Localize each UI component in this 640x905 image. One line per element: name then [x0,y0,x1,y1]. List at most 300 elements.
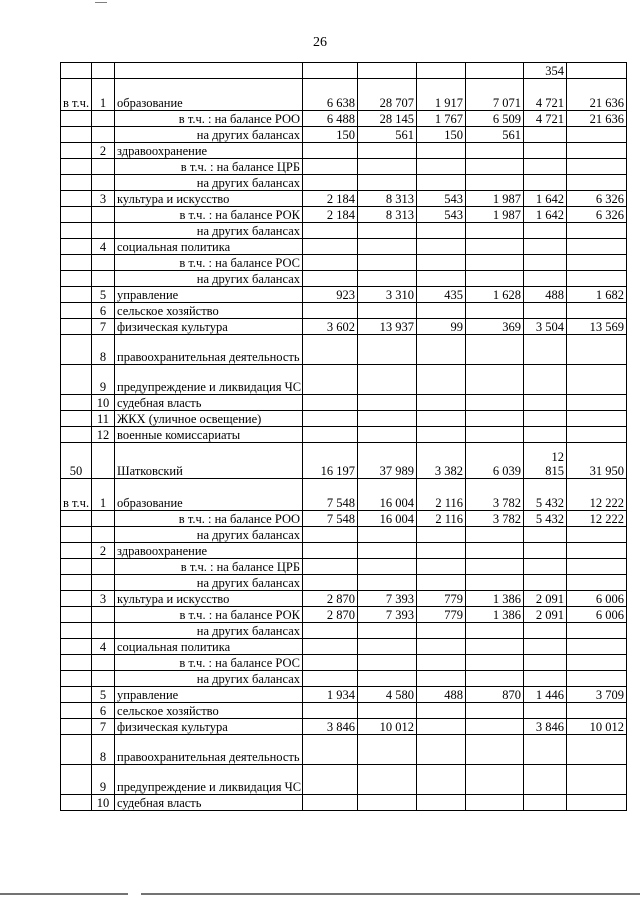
row-label-cell: в т.ч. : на балансе ЦРБ [115,159,303,175]
value-cell: 6 638 [303,79,358,111]
value-cell [358,365,417,395]
value-cell: 7 548 [303,479,358,511]
value-cell [466,239,524,255]
value-cell [417,795,466,811]
row-group-cell [61,175,92,191]
value-cell [358,671,417,687]
value-cell: 7 393 [358,607,417,623]
value-cell [303,671,358,687]
value-cell: 1 446 [524,687,567,703]
row-number-cell: 9 [92,765,115,795]
value-cell [358,655,417,671]
row-label-cell: правоохранительная деятельность [115,335,303,365]
value-cell: 488 [524,287,567,303]
row-group-cell [61,719,92,735]
value-cell: 779 [417,591,466,607]
value-cell [567,795,627,811]
table-row [61,575,627,591]
value-cell: 2 116 [417,511,466,527]
value-cell [303,159,358,175]
value-cell [567,735,627,765]
value-cell [358,159,417,175]
value-cell [524,623,567,639]
value-cell [524,655,567,671]
value-cell: 435 [417,287,466,303]
value-cell [466,623,524,639]
value-cell [524,335,567,365]
value-cell [358,303,417,319]
row-number-cell: 8 [92,735,115,765]
row-label-cell: на других балансах [115,175,303,191]
row-label-cell: в т.ч. : на балансе РОК [115,207,303,223]
value-cell [417,395,466,411]
value-cell [417,575,466,591]
row-group-cell [61,255,92,271]
value-cell [303,335,358,365]
table-row [61,671,627,687]
row-number-cell [92,255,115,271]
value-cell [358,795,417,811]
value-cell: 7 071 [466,79,524,111]
value-cell [466,365,524,395]
table-row [61,207,627,223]
row-label-cell: предупреждение и ликвидация ЧС [115,365,303,395]
value-cell [466,271,524,287]
value-cell: 6 039 [466,443,524,479]
value-cell: 1 682 [567,287,627,303]
value-cell [358,543,417,559]
row-group-cell [61,127,92,143]
value-cell [466,395,524,411]
row-label-cell: физическая культура [115,319,303,335]
row-label-cell: образование [115,479,303,511]
row-number-cell: 3 [92,591,115,607]
value-cell [567,271,627,287]
row-number-cell: 6 [92,303,115,319]
row-label-cell: судебная власть [115,795,303,811]
row-group-cell [61,395,92,411]
value-cell: 1 987 [466,191,524,207]
row-group-cell [61,795,92,811]
value-cell [524,795,567,811]
value-cell: 870 [466,687,524,703]
row-group-cell [61,411,92,427]
row-number-cell [92,223,115,239]
value-cell [417,255,466,271]
value-cell [567,143,627,159]
value-cell [567,175,627,191]
value-cell: 5 432 [524,511,567,527]
value-cell [303,395,358,411]
table-row [61,159,627,175]
table-row [61,127,627,143]
row-group-cell [61,575,92,591]
value-cell [524,303,567,319]
value-cell: 2 116 [417,479,466,511]
row-group-cell [61,591,92,607]
value-cell [417,765,466,795]
value-cell [303,239,358,255]
value-cell [567,303,627,319]
row-number-cell: 10 [92,395,115,411]
row-number-cell: 6 [92,703,115,719]
row-number-cell [92,111,115,127]
value-cell [466,655,524,671]
table-row [61,79,627,111]
value-cell [358,223,417,239]
value-cell: 6 006 [567,607,627,623]
value-cell: 1 767 [417,111,466,127]
value-cell [358,703,417,719]
value-cell [303,143,358,159]
row-group-cell: 50 [61,443,92,479]
value-cell [567,365,627,395]
row-number-cell: 5 [92,687,115,703]
row-number-cell [92,607,115,623]
value-cell [466,335,524,365]
value-cell: 13 569 [567,319,627,335]
row-number-cell: 2 [92,543,115,559]
value-cell [466,143,524,159]
row-group-cell [61,303,92,319]
table-row [61,623,627,639]
row-group-cell [61,287,92,303]
value-cell [466,735,524,765]
row-number-cell: 3 [92,191,115,207]
table-row [61,703,627,719]
row-group-cell [61,159,92,175]
row-group-cell [61,271,92,287]
value-cell [303,795,358,811]
value-cell: 3 709 [567,687,627,703]
row-number-cell [92,623,115,639]
value-cell: 1 642 [524,191,567,207]
row-label-cell: в т.ч. : на балансе РОС [115,655,303,671]
table-row [61,319,627,335]
table-row [61,63,627,79]
value-cell [417,671,466,687]
value-cell [417,159,466,175]
value-cell [303,365,358,395]
value-cell [417,335,466,365]
value-cell: 28 707 [358,79,417,111]
value-cell [358,63,417,79]
value-cell [303,255,358,271]
row-label-cell: в т.ч. : на балансе РОС [115,255,303,271]
value-cell: 3 846 [524,719,567,735]
row-label-cell: на других балансах [115,527,303,543]
row-group-cell [61,639,92,655]
value-cell: 3 602 [303,319,358,335]
row-label-cell: предупреждение и ликвидация ЧС [115,765,303,795]
value-cell: 10 012 [567,719,627,735]
table-row [61,591,627,607]
value-cell [567,127,627,143]
value-cell [358,255,417,271]
table-row [61,255,627,271]
value-cell: 3 782 [466,511,524,527]
value-cell: 2 870 [303,591,358,607]
row-label-cell: на других балансах [115,575,303,591]
value-cell [303,175,358,191]
value-cell [524,395,567,411]
value-cell [567,703,627,719]
value-cell [466,427,524,443]
value-cell: 6 509 [466,111,524,127]
value-cell [466,411,524,427]
value-cell [358,527,417,543]
value-cell [417,239,466,255]
value-cell [524,703,567,719]
row-label-cell [115,63,303,79]
value-cell [524,527,567,543]
value-cell [524,427,567,443]
value-cell [303,527,358,543]
value-cell [466,175,524,191]
row-label-cell: военные комиссариаты [115,427,303,443]
row-number-cell: 4 [92,639,115,655]
value-cell [303,63,358,79]
value-cell: 4 721 [524,111,567,127]
row-group-cell [61,239,92,255]
value-cell: 2 091 [524,607,567,623]
row-label-cell: социальная политика [115,239,303,255]
row-label-cell: в т.ч. : на балансе ЦРБ [115,559,303,575]
row-label-cell: управление [115,287,303,303]
table-row [61,765,627,795]
row-group-cell [61,143,92,159]
value-cell [567,395,627,411]
value-cell: 8 313 [358,207,417,223]
value-cell: 10 012 [358,719,417,735]
row-group-cell [61,559,92,575]
value-cell: 16 004 [358,511,417,527]
value-cell: 1 642 [524,207,567,223]
value-cell [417,143,466,159]
value-cell [524,239,567,255]
value-cell [358,239,417,255]
value-cell [567,255,627,271]
value-cell [303,411,358,427]
value-cell [417,623,466,639]
value-cell: 2 184 [303,191,358,207]
table-row [61,795,627,811]
table-row [61,607,627,623]
row-number-cell [92,671,115,687]
value-cell: 3 504 [524,319,567,335]
value-cell [567,63,627,79]
value-cell [358,575,417,591]
value-cell [524,175,567,191]
row-number-cell: 8 [92,335,115,365]
budget-table [60,62,627,811]
value-cell [417,703,466,719]
row-label-cell: культура и искусство [115,191,303,207]
value-cell [567,765,627,795]
row-number-cell: 5 [92,287,115,303]
value-cell [466,719,524,735]
value-cell [466,575,524,591]
value-cell: 16 004 [358,479,417,511]
value-cell: 5 432 [524,479,567,511]
table-row [61,303,627,319]
row-group-cell [61,543,92,559]
row-group-cell [61,427,92,443]
row-group-cell [61,735,92,765]
row-label-cell: здравоохранение [115,543,303,559]
value-cell [466,559,524,575]
value-cell: 21 636 [567,111,627,127]
table-row [61,287,627,303]
table-row [61,271,627,287]
row-number-cell: 2 [92,143,115,159]
value-cell [567,655,627,671]
table-row [61,111,627,127]
value-cell: 561 [466,127,524,143]
row-label-cell: сельское хозяйство [115,703,303,719]
value-cell [358,559,417,575]
value-cell: 16 197 [303,443,358,479]
value-cell [303,427,358,443]
row-number-cell [92,63,115,79]
row-label-cell: сельское хозяйство [115,303,303,319]
value-cell [358,143,417,159]
value-cell [524,765,567,795]
row-label-cell: на других балансах [115,671,303,687]
value-cell [567,559,627,575]
row-group-cell [61,607,92,623]
value-cell [417,175,466,191]
value-cell [303,703,358,719]
value-cell: 12 222 [567,479,627,511]
row-group-cell [61,223,92,239]
value-cell [417,719,466,735]
row-group-cell [61,703,92,719]
row-number-cell: 11 [92,411,115,427]
row-group-cell [61,671,92,687]
value-cell [466,223,524,239]
row-group-cell: в т.ч. [61,479,92,511]
value-cell [524,255,567,271]
row-number-cell [92,575,115,591]
table-row [61,223,627,239]
table-row [61,511,627,527]
value-cell [466,543,524,559]
value-cell [466,527,524,543]
value-cell [567,411,627,427]
row-group-cell [61,527,92,543]
value-cell [358,623,417,639]
value-cell: 3 782 [466,479,524,511]
value-cell [303,575,358,591]
value-cell [567,527,627,543]
row-number-cell: 7 [92,319,115,335]
row-label-cell: культура и искусство [115,591,303,607]
value-cell: 150 [303,127,358,143]
value-cell [303,559,358,575]
value-cell [524,639,567,655]
value-cell [466,765,524,795]
row-label-cell: правоохранительная деятельность [115,735,303,765]
value-cell [466,671,524,687]
row-number-cell [92,559,115,575]
value-cell [466,703,524,719]
value-cell: 1 386 [466,591,524,607]
value-cell: 2 091 [524,591,567,607]
value-cell [417,303,466,319]
value-cell [358,735,417,765]
row-label-cell: судебная власть [115,395,303,411]
value-cell: 3 310 [358,287,417,303]
row-number-cell [92,527,115,543]
table-row [61,443,627,479]
value-cell [524,159,567,175]
value-cell: 7 393 [358,591,417,607]
value-cell: 12 222 [567,511,627,527]
value-cell [466,255,524,271]
value-cell: 543 [417,207,466,223]
value-cell [417,223,466,239]
value-cell: 31 950 [567,443,627,479]
table-row [61,687,627,703]
table-row [61,655,627,671]
value-cell: 7 548 [303,511,358,527]
value-cell [303,223,358,239]
row-label-cell: физическая культура [115,719,303,735]
row-number-cell: 7 [92,719,115,735]
row-group-cell [61,111,92,127]
value-cell [417,655,466,671]
table-row [61,735,627,765]
value-cell [466,303,524,319]
value-cell: 21 636 [567,79,627,111]
value-cell: 561 [358,127,417,143]
table-row [61,719,627,735]
table-row [61,427,627,443]
value-cell [524,543,567,559]
table-row [61,527,627,543]
scan-artifact [95,2,107,3]
row-label-cell: на других балансах [115,271,303,287]
value-cell: 8 313 [358,191,417,207]
value-cell: 543 [417,191,466,207]
row-number-cell: 12 [92,427,115,443]
value-cell [417,735,466,765]
value-cell: 3 846 [303,719,358,735]
value-cell: 6 326 [567,191,627,207]
row-number-cell: 9 [92,365,115,395]
row-group-cell [61,191,92,207]
row-label-cell: в т.ч. : на балансе РОО [115,511,303,527]
row-label-cell: социальная политика [115,639,303,655]
table-row [61,639,627,655]
value-cell [417,365,466,395]
row-label-cell: на других балансах [115,223,303,239]
value-cell: 28 145 [358,111,417,127]
value-cell [303,623,358,639]
table-row [61,559,627,575]
value-cell: 150 [417,127,466,143]
value-cell [567,671,627,687]
row-group-cell: в т.ч. [61,79,92,111]
row-label-cell: здравоохранение [115,143,303,159]
row-number-cell [92,207,115,223]
value-cell [303,765,358,795]
row-label-cell: в т.ч. : на балансе РОК [115,607,303,623]
value-cell [417,427,466,443]
row-label-cell: образование [115,79,303,111]
value-cell [567,223,627,239]
